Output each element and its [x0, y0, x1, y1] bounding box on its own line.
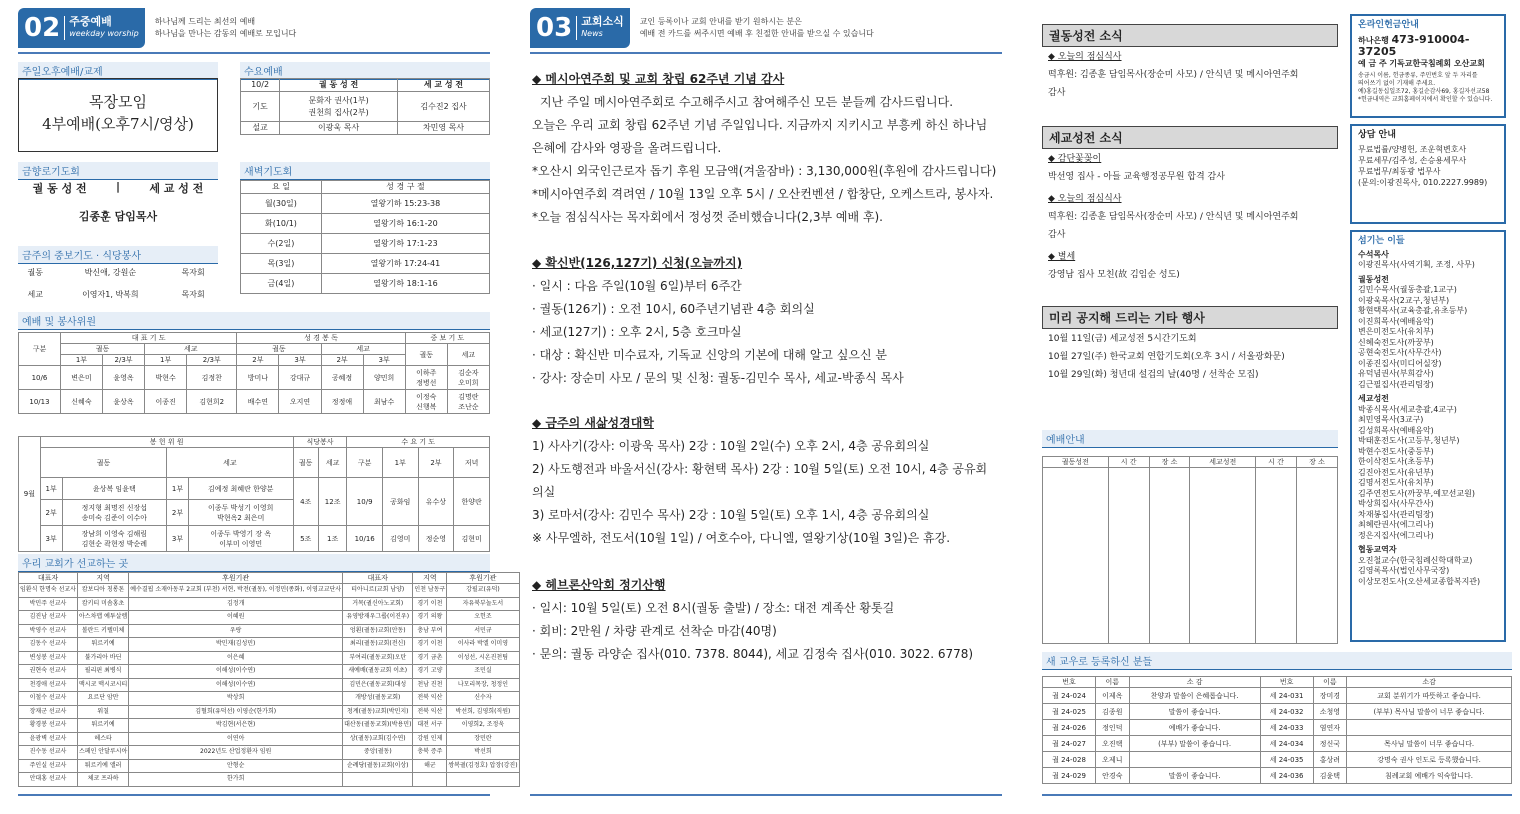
- section-number: 03: [536, 13, 573, 43]
- sunday-afternoon-title: 주일오후예배/교제: [18, 62, 218, 80]
- counseling-box: 상담 안내 무료법률/양병헌, 조운혁변호사 무료세무/김주성, 손승용세무사 무료법무/최동광 법무사 (문의:이광진목사, 010.2227.9989): [1350, 124, 1506, 224]
- mission-header: 후원기관: [447, 573, 519, 584]
- list-item: 김성희목사(예배음악): [1358, 425, 1434, 435]
- table-row: 천경애 선교사 맥시코 맥시코시티 이해성(이수연) 김민은(궐동교회)대성 천남 진천 나모리목장, 청정인: [19, 678, 520, 692]
- list-item: 차재봉집사(관리팀장): [1358, 509, 1434, 519]
- list-item: 최민영목사(3교구): [1358, 415, 1424, 424]
- mission-table: [18, 572, 520, 787]
- worship-guide-table: 궐동성전 시 간 장 소 세교성전 시 간 장 소: [1042, 456, 1338, 644]
- list-item: 이진희목사(예배음악): [1358, 316, 1434, 326]
- upcoming-events-title: 미리 공지해 드리는 기타 행사: [1042, 306, 1338, 329]
- header-divider: [18, 52, 490, 54]
- sunday-afternoon-box: [18, 78, 218, 152]
- table-row: 권현숙 선교사 필리핀 최병식 이해성(이수연) 새예배(궐동교회 이초) 경기 고양 조민실: [19, 665, 520, 679]
- table-row: 황경봉 선교사 튀르키예 박김현(서은현) 대산동(궐동교회)(박용민) 대전 서구 이영희2, 조정욱: [19, 719, 520, 733]
- footer-divider: [18, 794, 490, 796]
- new-member-header: 번호: [1260, 677, 1313, 688]
- list-item: 김명서전도사(유치부): [1358, 478, 1434, 487]
- service-committee-table: 구분 대 표 기 도 성 경 봉 독 중 보 기 도 궐동 세교 궐동 세교 궐동 세교 1부 2/3부 1부 2/3부 2부 3부 2부 3부 10/6 변은미 윤영옥 박현수 김정찬 방미나 강대규 공혜정 양민희 이하주 정병선 김순자 오미희 10/13 신혜숙 윤상옥 이종진 김현희2 배수연 오지연 정정애 최남수 이정숙 신행복 김명란 조난순: [18, 332, 490, 414]
- ministers-box: 섬기는 이들 수석목사 이광진목사(사역기획, 조정, 사무) 궐동성전 김민수목사(궐동총괄,1교구) 이광욱목사(2교구,청년부) 황현택목사(교육총괄,유초등부) 이진희목사(예배음악) 변은미전도사(유치부) 신혜숙전도사(까꿍부) 공현숙전도사(사무간사) 이종진집사(미디어실장) 유덕념권사(부희감사) 김근필집사(관리팀장) 세교성전 박종식목사(세교총괄,4교구) 최민영목사(3교구) 김성희목사(예배음악) 박태훈전도사(고등부,청년부) 박현수전도사(중등부) 한이삭전도사(초등부) 김진아전도사(유년부) 김명서전도사(유치부) 김주연전도사(까꿍부,예꼬선교원) 박상희집사(사무간사) 차재봉집사(관리팀장) 최혜란권사(에그리나) 정은지집사(에그리나) 협동교역자 오진철교수(한국침례신학대학교) 김영록목사(법인사무국장) 이상모전도사(오산세교종합복지관): [1350, 230, 1506, 642]
- service-committee-title: 예배 및 봉사위원: [18, 312, 490, 330]
- fourth-service-text: 4부예배(오후7시/영상): [42, 115, 194, 133]
- table-row: 김진남 선교사 아스차맵 예투살렘 이혜원 유영방재우그룹(이진우) 경기 의왕 오헌조: [19, 611, 520, 625]
- list-item: 박현수전도사(중등부): [1358, 446, 1434, 456]
- list-item: 김진아전도사(유년부): [1358, 467, 1434, 477]
- list-item: 공현숙전도사(사무간사): [1358, 348, 1442, 357]
- list-item: 오진철교수(한국침례신학대학교): [1358, 555, 1473, 565]
- list-item: 김민수목사(궐동총괄,1교구): [1358, 285, 1457, 294]
- table-row: 윤광벽 선교사 헤스타 이연아 상(궐동)교회(김수연) 강원 인제 장민란: [19, 732, 520, 746]
- page-03-header: [530, 8, 874, 48]
- intercession-table: 궐동 박신애, 강원순 목자회 세교 이영자1, 박복희 목자회: [27, 268, 205, 299]
- mission-header: 후원기관: [129, 573, 343, 584]
- segyo-news-title: 세교성전 소식: [1042, 126, 1338, 149]
- list-item: 김주연전도사(까꿍부,예꼬선교원): [1358, 488, 1475, 498]
- section-title: 주중예배: [69, 15, 112, 28]
- news-article-4: ◆ 헤브론산악회 정기산행 · 일시: 10월 5일(토) 오전 8시(궐동 출발) / 장소: 대전 계족산 황톳길 · 회비: 2만원 / 차량 관계로 선착순 마감(40명) · 문의: 궐동 라양순 집사(010. 7378. 8044), 세교 김정숙 집사(010. 3022. 6778): [532, 574, 1002, 666]
- table-row: 궐 24-025 김종원 말씀이 좋습니다. 세 24-032 소청영 (부부) 목사님 말씀이 너무 좋습니다.: [1043, 704, 1512, 720]
- account-number: 473-910004-37205: [1358, 33, 1470, 58]
- section-subtitle: weekday worship: [69, 29, 139, 38]
- table-row: 임환식 한명숙 선교사 캄보디아 칭롱톤 예수결핍 소재아동부 2교회 (부천) 서현, 박전(궐동), 이정민(종화), 이영교교단사 티아니르(교회 남양) 인천 남동구 강필교(유덕): [19, 584, 520, 598]
- intro-line-1: 교인 등록이나 교회 안내를 받기 원하시는 분은: [639, 17, 802, 26]
- gwoldong-news: ◆ 오늘의 점심식사 떡후원: 김종훈 담임목사(장순미 사모) / 안식년 및 메시아연주회 감사: [1048, 52, 1299, 98]
- mission-header: 지역: [77, 573, 128, 584]
- table-row: 변성봉 선교사 불가리아 바딘 이은혜 부여리(궐동교회)오탄 경기 금촌 이성선, 시온진천팀: [19, 651, 520, 665]
- table-row: 진수동 선교사 스페인 안달루시아 2022년도 산업정환자 임원 중앙(궐동) 충북 증주 박선희: [19, 746, 520, 760]
- table-row: 장재군 선교사 워칠 김혈희(유덕선) 이영순(한가희) 청계(궐동)교회(박민지) 전북 익산 박선희, 김영희(직원): [19, 705, 520, 719]
- new-members-table: [1042, 676, 1512, 784]
- small-group-text: 목장모임: [89, 93, 147, 111]
- list-item: 이상모전도사(오산세교종합복지관): [1358, 576, 1481, 586]
- incense-prayer-venues: 궐 동 성 전 | 세 교 성 전: [32, 180, 204, 195]
- intro-line-2: 예배 전 카드를 써주시면 예배 후 친절한 안내를 받으실 수 있습니다: [639, 29, 874, 38]
- list-item: 박상희집사(사무간사): [1358, 499, 1434, 508]
- gwoldong-news-title: 궐동성전 소식: [1042, 24, 1338, 47]
- dawn-prayer-table: 요 일 성 경 구 절 월(30일) 열왕기하 15:23-38 화(10/1) 열왕기하 16:1-20 수(2일) 열왕기하 17:1-23 목(3일) 열왕기하 17:24-41 금(4일) 열왕기하 18:1-16: [240, 180, 490, 294]
- footer-divider: [530, 794, 1002, 796]
- incense-prayer-title: 금향로기도회: [18, 162, 218, 180]
- list-item: 신혜숙전도사(까꿍부): [1358, 337, 1434, 347]
- intro-line-1: 하나님께 드리는 최선의 예배: [154, 17, 256, 26]
- news-article-2: ◆ 확신반(126,127기) 신청(오늘까지) · 일시 : 다음 주일(10월 6일)부터 6주간 · 궐동(126기) : 오전 10시, 60주년기념관 4층 회의실 · 세교(127기) : 오후 2시, 5층 호크마실 · 대상 : 확신반 미수료자, 기독교 신앙의 기본에 대해 알고 싶으신 분 · 강사: 장순미 사모 / 문의 및 신청: 궐동-김민수 목사, 세교-박종식 목사: [532, 252, 1002, 390]
- footer-divider: [1042, 794, 1512, 796]
- news-article-1: ◆ 메시아연주회 및 교회 창립 62주년 기념 감사 지난 주일 메시아연주회로 수고해주시고 참여해주신 모든 분들께 감사드립니다. 오늘은 우리 교회 창립 62주년 기념 주일입니다. 지금까지 지키시고 부흥케 하신 하나님 은혜에 감사와 영광을 올려드립니다. *오산시 외국인근로자 돕기 후원 모금액(겨울잠바) : 3,130,000원(후원에 감사드립니다) *메시아연주회 격려연 / 10월 13일 오후 5시 / 오산컨벤션 / 합창단, 오케스트라, 봉사자. *오늘 점심식사는 목자회에서 정성껏 준비했습니다(2,3부 예배 후).: [532, 68, 1002, 229]
- news-heading: ◆ 금주의 새삶성경대학: [532, 416, 654, 430]
- list-item: 정은지집사(에그리나): [1358, 530, 1434, 540]
- table-row: 안대홍 선교사 체코 프라하 한가희: [19, 773, 520, 787]
- table-row: 궐 24-028 오제니 세 24-035 홍상려 강명숙 권사 인도로 등록했습니다.: [1043, 752, 1512, 768]
- new-member-header: 번호: [1043, 677, 1096, 688]
- list-item: 한이삭전도사(초등부): [1358, 457, 1434, 466]
- new-members-title: 새 교우로 등록하신 분들: [1042, 652, 1512, 670]
- new-member-header: 소감: [1347, 677, 1512, 688]
- mission-header: 대표자: [343, 573, 413, 584]
- worship-guide-title: 예배안내: [1042, 430, 1338, 448]
- table-row: 주인실 선교사 튀르키예 앨러 안형순 순례당(궐동)교회(이상) 해군 쌍복궐(김정호) 압장(강진): [19, 759, 520, 773]
- section-number: 02: [24, 13, 61, 43]
- new-member-header: 이름: [1313, 677, 1347, 688]
- list-item: 김근필집사(관리팀장): [1358, 379, 1434, 389]
- page-02-header: [18, 8, 296, 48]
- news-heading: ◆ 메시아연주회 및 교회 창립 62주년 기념 감사: [532, 72, 785, 86]
- news-heading: ◆ 확신반(126,127기) 신청(오늘까지): [532, 256, 743, 270]
- table-row: 궐 24-024 이제옥 찬양과 말씀이 은혜롭습니다. 세 24-031 장미경 교회 분위기가 따뜻하고 좋습니다.: [1043, 688, 1512, 704]
- dawn-prayer-title: 새벽기도회: [240, 162, 490, 180]
- intercession-title: 금주의 중보기도 · 식당봉사: [18, 246, 218, 264]
- section-subtitle: News: [581, 29, 603, 38]
- table-row: 이철수 선교사 요르단 암만 박상희 개방성(궐동교회) 전북 익산 신수자: [19, 692, 520, 706]
- page-03: [530, 0, 1002, 814]
- incense-prayer-leader: 김종훈 담임목사: [78, 210, 158, 223]
- header-divider: [530, 52, 1002, 54]
- table-row: 궐 24-027 오진택 (부부) 말씀이 좋습니다. 세 24-034 정신국 목사님 말씀이 너무 좋습니다.: [1043, 736, 1512, 752]
- new-member-header: 이름: [1096, 677, 1130, 688]
- page-02: [18, 0, 518, 814]
- list-item: 최혜란권사(에그리나): [1358, 520, 1434, 529]
- table-row: 궐 24-026 정인덕 예배가 좋습니다. 세 24-033 염연자: [1043, 720, 1512, 736]
- page-04: [1042, 0, 1512, 814]
- list-item: 박태훈전도사(고등부,청년부): [1358, 436, 1460, 445]
- online-offering-box: 온라인헌금안내 하나은행 473-910004-37205 예 금 주 기독교한국침례회 오산교회 송금시 이름, 헌금종류, 주민번호 앞 두 자리를 띄어쓰기 없이 기재해 주세요. 예)홍길동십일조72, 홍길순감사69, 홍길자선교58 *헌금내역은 교회홈페이지에서 확인할 수 있습니다.: [1350, 14, 1506, 118]
- mission-title: 우리 교회가 선교하는 곳: [18, 554, 490, 572]
- list-item: 유덕념권사(부희감사): [1358, 369, 1434, 378]
- intro-line-2: 하나님을 만나는 감동의 예배로 모입니다: [154, 29, 297, 38]
- mission-header: 대표자: [19, 573, 78, 584]
- news-heading: ◆ 헤브론산악회 정기산행: [532, 578, 666, 592]
- section-badge: [530, 8, 630, 48]
- segyo-news: ◆ 감단꽃꽂이 박선영 집사 - 아들 교육행정공무원 합격 감사 ◆ 오늘의 점심식사 떡후원: 김종훈 담임목사(장순미 사모) / 안식년 및 메시아연주회 감사 ◆ 별세 강영남 집사 모친(故 김임순 성도): [1048, 154, 1299, 280]
- wednesday-title: 수요예배: [240, 62, 490, 80]
- section-badge: [18, 8, 145, 48]
- table-row: 궐 24-029 안경숙 말씀이 좋습니다. 세 24-036 김윤택 침례교회 예배가 익숙합니다.: [1043, 768, 1512, 784]
- list-item: 황현택목사(교육총괄,유초등부): [1358, 306, 1468, 315]
- section-title: 교회소식: [581, 15, 624, 28]
- upcoming-events: 10월 11일(금) 세교성전 5시간기도회 10월 27일(주) 한국교회 연합기도회(오후 3시 / 서울광화문) 10월 29일(화) 청년대 설겁의 날(40명 / 선착순 모집): [1048, 334, 1285, 380]
- list-item: 변은미전도사(유치부): [1358, 327, 1434, 336]
- table-row: 박영수 선교사 볼란드 키텔미체 우랑 엉훤(궐동)교회(안동) 충남 부여 서민규: [19, 624, 520, 638]
- wednesday-table: 10/2 궐 동 성 전 세 교 성 전 기도 문화자 권사(1부) 권천희 집사(2부) 김수진2 집사 설교 이광욱 목사 차민영 목사: [240, 78, 490, 135]
- table-row: 박민주 선교사 캄키티 미솜홍초 김정개 거목(궐신아노교회) 경기 이천 자유북부놀도서: [19, 597, 520, 611]
- table-row: 김동수 선교사 튀르키예 박민재(김성민) 최리(궐동)교회(전신) 경기 이천 이사라 박엘 이미영: [19, 638, 520, 652]
- mission-header: 지역: [413, 573, 447, 584]
- news-article-3: ◆ 금주의 새삶성경대학 1) 사사기(강사: 이광욱 목사) 2강 : 10월 2일(수) 오후 2시, 4층 공유회의실 2) 사도행전과 바울서신(강사: 황현택 목사) 2강 : 10월 5일(토) 오전 10시, 4층 공유회 의실 3) 로마서(강사: 김민수 목사) 2강 : 10월 5일(토) 오후 1시, 4층 공유회의실 ※ 사무엘하, 전도서(10월 1일) / 여호수아, 다니엘, 열왕기상(10월 3일)은 휴강.: [532, 412, 1002, 550]
- list-item: 이광욱목사(2교구,청년부): [1358, 295, 1450, 305]
- new-member-header: 소 감: [1129, 677, 1260, 688]
- list-item: 이종진집사(미디어실장): [1358, 358, 1442, 368]
- list-item: 박종식목사(세교총괄,4교구): [1358, 404, 1457, 414]
- offering-committee-table: 9월 봉 헌 위 원 식당봉사 수 요 기 도 궐동 세교 궐동 세교 구분 1부 2부 저녁 1부 윤상복 임윤택 1부 김예정 최혜란 한양분 4조 12조 10/9 공화임 유수상 한양란 2부 정지형 최명진 신장섭 송미숙 김준이 이수아 2부 이종두 박성기 이영희 박현옥2 최은미 3부 장남희 이영숙 김해림 김현순 곽현정 박순례 3부 이종두 박영기 장 옥 이부미 이영민 5조 1조 10/16 김영미 정순영 김현미: [18, 436, 490, 552]
- list-item: 김영록목사(법인사무국장): [1358, 566, 1450, 575]
